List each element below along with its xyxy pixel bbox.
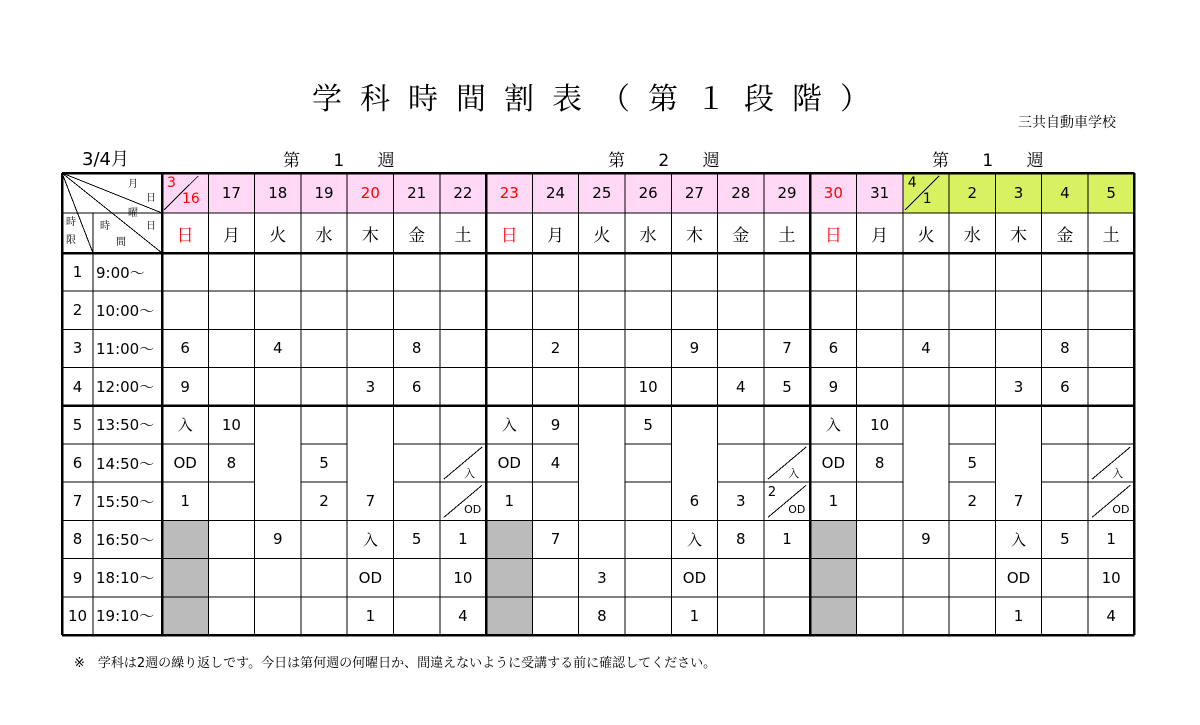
timetable-cell: 5 [319, 454, 329, 473]
date-fraction-bottom: 16 [182, 191, 200, 207]
timetable-cell: 5 [411, 530, 422, 549]
timetable-cell: 3 [735, 492, 746, 511]
date-header: 23 [499, 184, 519, 202]
weekday-header: 土 [1102, 225, 1120, 246]
timetable-cell: 1 [180, 492, 190, 511]
timetable-cell: 9 [828, 377, 839, 396]
timetable-cell: 10 [221, 415, 241, 434]
date-header: 4 [1060, 184, 1070, 202]
slash-cell-label: OD [788, 503, 806, 517]
page-title: 学科時間割表（第１段階） [312, 82, 888, 117]
timetable-cell: 5 [643, 415, 653, 434]
week-label-2: 第 2 週 [608, 151, 734, 171]
timetable-cell: 7 [1013, 492, 1024, 511]
slash-cell-label: 入 [1112, 467, 1124, 481]
weekday-header: 月 [222, 225, 240, 246]
cell-slash [1092, 447, 1130, 479]
timetable-cell: 1 [782, 530, 792, 549]
school-name: 三共自動車学校 [1018, 115, 1116, 131]
timetable-cell: 4 [550, 454, 561, 473]
timetable-cell: OD [173, 454, 197, 473]
period-number: 10 [67, 606, 88, 625]
timetable-cell: 入 [1011, 530, 1027, 549]
weekday-header: 月 [871, 225, 889, 246]
date-header: 25 [592, 184, 612, 202]
period-time: 12:00～ [96, 378, 155, 397]
timetable-cell: 6 [828, 339, 839, 358]
cell-slash [444, 447, 482, 479]
weekday-header: 日 [824, 225, 842, 246]
timetable-cell: OD [821, 454, 846, 473]
timetable-cell: 8 [874, 454, 885, 473]
period-number: 4 [72, 377, 83, 396]
corner-period-label: 時 [66, 217, 76, 228]
weekday-header: 木 [685, 225, 703, 246]
weekday-header: 月 [547, 225, 565, 246]
weekday-header: 土 [454, 225, 472, 246]
period-time: 18:10～ [96, 569, 155, 588]
timetable-cell: 4 [458, 606, 468, 625]
date-fraction-top: 3 [167, 175, 176, 191]
timetable-cell: 8 [597, 606, 607, 625]
period-time: 16:50～ [96, 530, 155, 549]
date-header: 28 [731, 184, 751, 202]
corner-weekday-label-2: 日 [146, 221, 156, 232]
weekday-header: 火 [917, 225, 935, 246]
timetable-cell: 10 [638, 377, 658, 396]
timetable-cell: 5 [967, 454, 978, 473]
period-number: 1 [72, 263, 83, 282]
period-time: 10:00～ [96, 301, 155, 320]
timetable-cell: 2 [550, 339, 561, 358]
date-header: 18 [268, 184, 288, 202]
timetable-cell: 6 [1060, 377, 1070, 396]
weekday-header: 水 [639, 225, 657, 246]
date-header: 2 [967, 184, 978, 202]
timetable-cell: 入 [362, 530, 378, 549]
weekday-header: 日 [500, 225, 518, 246]
timetable-cell: 6 [689, 492, 700, 511]
timetable-cell: 4 [272, 339, 283, 358]
date-header: 20 [360, 184, 380, 202]
date-header: 24 [545, 184, 566, 202]
timetable-cell: 1 [828, 492, 839, 511]
timetable-cell: 10 [870, 415, 890, 434]
week-label-1: 第 1 週 [283, 151, 409, 171]
blocked-cell [810, 520, 856, 635]
timetable-cell: 2 [319, 492, 329, 511]
timetable-cell: 1 [1013, 606, 1024, 625]
timetable-cell: 10 [453, 568, 473, 587]
weekday-header: 火 [593, 225, 611, 246]
timetable-cell: 9 [272, 530, 283, 549]
timetable-cell: 1 [1106, 530, 1116, 549]
timetable-cell: 5 [782, 377, 792, 396]
period-time: 9:00～ [96, 263, 145, 282]
period-time: 19:10～ [96, 607, 155, 626]
timetable-cell: 2 [967, 492, 978, 511]
timetable-cell: 8 [226, 454, 237, 473]
timetable-cell: 7 [365, 492, 376, 511]
period-number: 9 [72, 568, 83, 587]
period-number: 8 [72, 530, 83, 549]
slash-cell-label: 入 [464, 467, 476, 481]
timetable-cell: 3 [1013, 377, 1024, 396]
weekday-header: 木 [361, 225, 379, 246]
timetable-cell: 1 [504, 492, 515, 511]
period-time: 11:00～ [96, 339, 155, 358]
period-number: 5 [72, 415, 83, 434]
timetable-cell: 8 [735, 530, 746, 549]
timetable-cell: 9 [550, 415, 561, 434]
timetable-cell: 入 [686, 530, 702, 549]
weekday-header: 木 [1010, 225, 1028, 246]
timetable-cell: 8 [1060, 339, 1070, 358]
date-header: 30 [823, 184, 843, 202]
corner-time-label-2: 間 [116, 237, 126, 248]
timetable-cell: OD [682, 568, 707, 587]
footnote: ※ 学科は2週の繰り返しです。今日は第何週の何曜日か、間違えないように受講する前に確認してください。 [74, 656, 717, 671]
timetable-cell: 4 [1106, 606, 1116, 625]
blocked-cell [162, 520, 208, 635]
timetable-cell: 入 [825, 416, 841, 435]
timetable-cell: OD [1006, 568, 1031, 587]
period-time: 13:50～ [96, 416, 155, 435]
date-header: 5 [1106, 184, 1116, 202]
slash-cell-pre: 2 [767, 485, 777, 501]
timetable-cell: 9 [180, 377, 190, 396]
date-header: 3 [1013, 184, 1024, 202]
timetable-cell: 5 [1060, 530, 1070, 549]
timetable-cell: 1 [689, 606, 700, 625]
month-label: 3/4月 [82, 149, 129, 170]
corner-period-label-2: 限 [66, 235, 76, 246]
weekday-header: 火 [269, 225, 287, 246]
date-header: 17 [221, 184, 241, 202]
cell-slash [768, 447, 806, 479]
date-header: 27 [684, 184, 704, 202]
date-fraction-top: 4 [907, 175, 917, 191]
corner-weekday-label: 曜 [128, 208, 138, 219]
weekday-header: 金 [408, 225, 426, 246]
timetable-cell: 6 [411, 377, 422, 396]
corner-time-label: 時 [100, 221, 110, 232]
slash-cell-label: 入 [788, 467, 800, 481]
timetable-cell: 1 [365, 606, 376, 625]
date-header: 21 [407, 184, 427, 202]
corner-day-label: 日 [146, 193, 156, 204]
weekday-header: 水 [963, 225, 981, 246]
timetable-cell: 入 [177, 416, 193, 435]
timetable-cell: 7 [782, 339, 792, 358]
slash-cell-label: OD [464, 503, 482, 517]
timetable-cell: 9 [689, 339, 700, 358]
period-number: 6 [72, 454, 83, 473]
slash-cell-label: OD [1112, 503, 1130, 517]
weekday-header: 水 [315, 225, 333, 246]
week-label-3: 第 1 週 [932, 151, 1058, 171]
timetable-cell: 9 [921, 530, 931, 549]
date-header: 19 [314, 184, 334, 202]
timetable-cell: 4 [921, 339, 931, 358]
weekday-header: 日 [176, 225, 194, 246]
period-time: 15:50～ [96, 492, 155, 511]
timetable-cell: 8 [411, 339, 422, 358]
period-number: 2 [72, 301, 83, 320]
weekday-header: 土 [778, 225, 796, 246]
timetable-cell: 10 [1101, 568, 1121, 587]
timetable-cell: OD [358, 568, 383, 587]
period-number: 7 [72, 492, 83, 511]
timetable-cell: 3 [597, 568, 607, 587]
timetable-cell: 3 [365, 377, 376, 396]
timetable-cell: 6 [180, 339, 190, 358]
timetable-cell: 1 [458, 530, 468, 549]
timetable-cell: 4 [735, 377, 746, 396]
period-time: 14:50～ [96, 454, 155, 473]
timetable-cell: 7 [550, 530, 561, 549]
date-header: 22 [453, 184, 473, 202]
blocked-cell [486, 520, 532, 635]
corner-month-label: 月 [128, 179, 138, 190]
weekday-header: 金 [732, 225, 750, 246]
date-header: 31 [870, 184, 890, 202]
weekday-header: 金 [1056, 225, 1074, 246]
date-header: 29 [777, 184, 797, 202]
period-number: 3 [72, 339, 83, 358]
date-header: 26 [638, 184, 658, 202]
timetable-cell: 入 [501, 416, 517, 435]
date-fraction-bottom: 1 [922, 191, 932, 207]
timetable-cell: OD [497, 454, 521, 473]
